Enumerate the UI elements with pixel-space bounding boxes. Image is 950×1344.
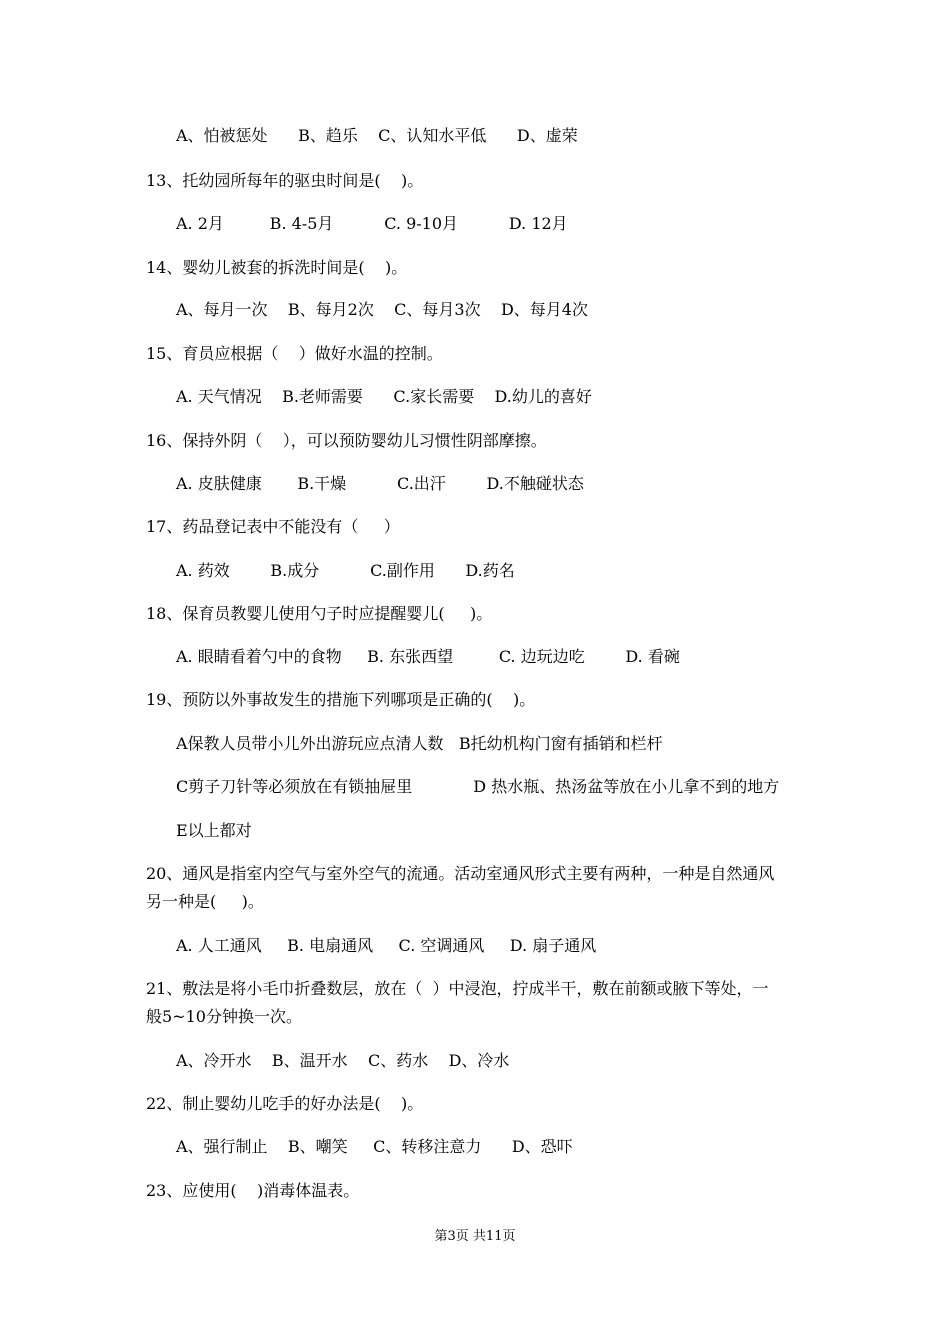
page-footer: 第3页 共11页 bbox=[434, 1229, 516, 1244]
q13-options: A. 2月 B. 4-5月 C. 9-10月 D. 12月 bbox=[176, 214, 568, 233]
q19-question: 19、预防以外事故发生的措施下列哪项是正确的( )。 bbox=[146, 690, 536, 709]
q22-options: A、强行制止 B、嘲笑 C、转移注意力 D、恐吓 bbox=[176, 1137, 573, 1156]
q17-options: A. 药效 B.成分 C.副作用 D.药名 bbox=[176, 561, 515, 580]
q20-question-line1: 20、通风是指室内空气与室外空气的流通。活动室通风形式主要有两种，一种是自然通风 bbox=[146, 864, 775, 883]
q21-question-line1: 21、敷法是将小毛巾折叠数层，放在（ ）中浸泡，拧成半干，敷在前额或腋下等处，一 bbox=[146, 979, 769, 998]
q18-options: A. 眼睛看着勺中的食物 B. 东张西望 C. 边玩边吃 D. 看碗 bbox=[176, 647, 680, 666]
q22-question: 22、制止婴幼儿吃手的好办法是( )。 bbox=[146, 1094, 424, 1113]
q16-options: A. 皮肤健康 B.干燥 C.出汗 D.不触碰状态 bbox=[176, 474, 584, 493]
q20-question-line2: 另一种是( )。 bbox=[146, 892, 264, 911]
q19-option-e: E以上都对 bbox=[176, 821, 252, 840]
q20-options: A. 人工通风 B. 电扇通风 C. 空调通风 D. 扇子通风 bbox=[176, 936, 597, 955]
q21-question-line2: 般5~10分钟换一次。 bbox=[146, 1007, 302, 1026]
q16-question: 16、保持外阴（ ），可以预防婴幼儿习惯性阴部摩擦。 bbox=[146, 431, 547, 450]
q23-question: 23、应使用( )消毒体温表。 bbox=[146, 1181, 360, 1200]
q12-options: A、怕被惩处 B、趋乐 C、认知水平低 D、虚荣 bbox=[176, 126, 578, 145]
q19-options-cd: C剪子刀针等必须放在有锁抽屉里 D 热水瓶、热汤盆等放在小儿拿不到的地方 bbox=[176, 777, 780, 796]
q19-options-ab: A保教人员带小儿外出游玩应点清人数 B托幼机构门窗有插销和栏杆 bbox=[176, 734, 663, 753]
q17-question: 17、药品登记表中不能没有（ ） bbox=[146, 517, 400, 536]
q13-question: 13、托幼园所每年的驱虫时间是( )。 bbox=[146, 171, 424, 190]
q21-options: A、冷开水 B、温开水 C、药水 D、冷水 bbox=[176, 1051, 510, 1070]
q14-options: A、每月一次 B、每月2次 C、每月3次 D、每月4次 bbox=[176, 300, 588, 319]
q18-question: 18、保育员教婴儿使用勺子时应提醒婴儿( )。 bbox=[146, 604, 493, 623]
q14-question: 14、婴幼儿被套的拆洗时间是( )。 bbox=[146, 258, 408, 277]
q15-options: A. 天气情况 B.老师需要 C.家长需要 D.幼儿的喜好 bbox=[176, 387, 592, 406]
q15-question: 15、育员应根据（ ）做好水温的控制。 bbox=[146, 344, 443, 363]
